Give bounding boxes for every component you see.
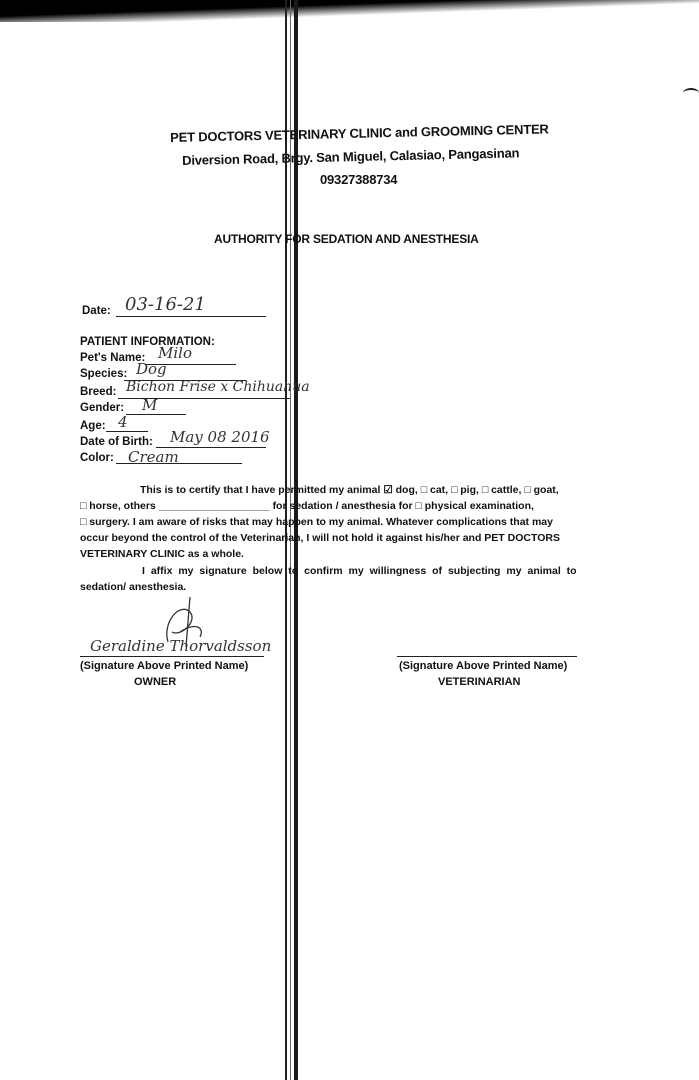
color-label: Color: <box>80 452 114 464</box>
affix-line-2: sedation/ anesthesia. <box>80 581 187 593</box>
owner-role-label: OWNER <box>134 676 177 688</box>
scan-top-shadow <box>0 0 699 22</box>
date-underline <box>116 316 266 317</box>
color-value: Cream <box>128 448 179 466</box>
date-value: 03-16-21 <box>125 294 206 315</box>
dob-label: Date of Birth: <box>80 436 153 448</box>
age-underline <box>106 431 148 432</box>
clinic-name: PET DOCTORS VETERINARY CLINIC and GROOMING CENTER <box>170 121 549 145</box>
color-underline <box>116 463 242 464</box>
breed-value: Bichon Frise x Chihuahua <box>126 379 310 395</box>
consent-line-2: □ horse, others ___________________ for sedation / anesthesia for □ physical examination, <box>80 500 534 512</box>
vet-signature-line <box>397 656 577 657</box>
pet-name-value: Milo <box>158 344 192 362</box>
consent-line-1: This is to certify that I have permitted my animal ☑ dog, □ cat, □ pig, □ cattle, □ goat, <box>140 484 559 496</box>
breed-label: Breed: <box>80 386 117 398</box>
dob-value: May 08 2016 <box>170 428 270 446</box>
owner-printed-name: Geraldine Thorvaldsson <box>90 637 272 655</box>
clinic-address: Diversion Road, Brgy. San Miguel, Calasiao, Pangasinan <box>182 145 520 168</box>
gender-underline <box>126 414 186 415</box>
consent-line-5: VETERINARY CLINIC as a whole. <box>80 548 244 560</box>
date-label: Date: <box>82 305 111 317</box>
affix-line-1: I affix my signature below to confirm my willingness of subjecting my animal to <box>142 565 577 577</box>
vet-role-label: VETERINARIAN <box>438 676 521 688</box>
species-value: Dog <box>136 360 167 378</box>
scan-edge-mark <box>683 88 699 98</box>
age-label: Age: <box>80 420 106 432</box>
consent-line-3: □ surgery. I am aware of risks that may happen to my animal. Whatever complications that may <box>80 516 553 528</box>
consent-line-4: occur beyond the control of the Veterinarian, I will not hold it against his/her and PET DOCTORS <box>80 532 560 544</box>
owner-signature-caption: (Signature Above Printed Name) <box>80 660 249 672</box>
species-label: Species: <box>80 368 128 380</box>
owner-signature-line <box>80 656 264 657</box>
patient-info-heading: PATIENT INFORMATION: <box>80 336 215 348</box>
vet-signature-caption: (Signature Above Printed Name) <box>399 660 568 672</box>
pet-name-label: Pet's Name: <box>80 352 146 364</box>
document-title: AUTHORITY FOR SEDATION AND ANESTHESIA <box>214 232 479 246</box>
clinic-phone: 09327388734 <box>320 172 398 187</box>
age-value: 4 <box>118 413 128 431</box>
gender-label: Gender: <box>80 402 125 414</box>
gender-value: M <box>142 396 158 414</box>
